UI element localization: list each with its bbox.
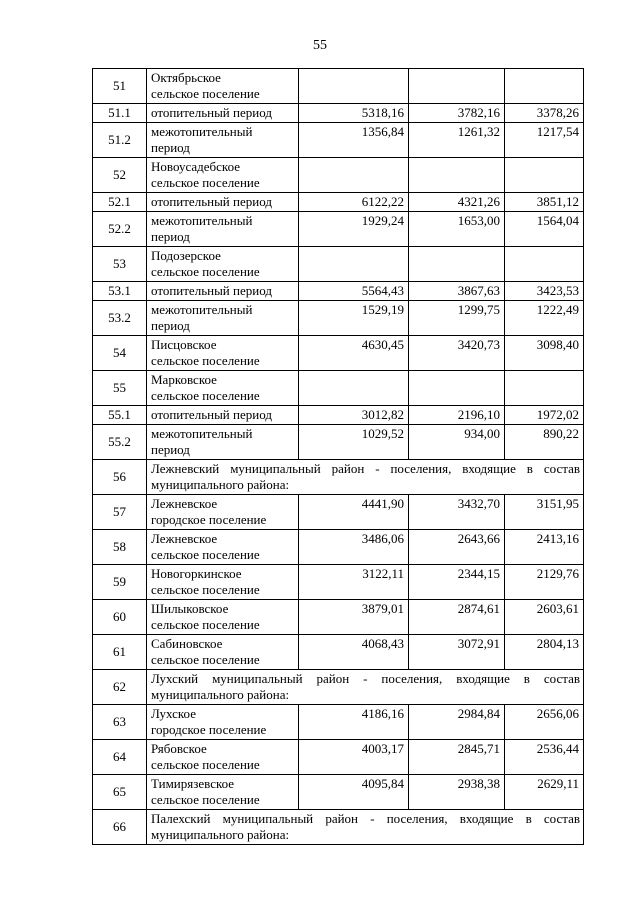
value-cell: 4630,45: [299, 336, 409, 371]
value-cell: [409, 158, 505, 193]
value-cell: 1564,04: [505, 212, 584, 247]
settlement-name-cell: Лухское городское поселение: [147, 705, 299, 740]
table-row: [93, 371, 584, 406]
settlement-name-cell: Тимирязевское сельское поселение: [147, 775, 299, 810]
value-cell: [505, 247, 584, 282]
value-cell: 2629,11: [505, 775, 584, 810]
table-row: [93, 460, 584, 495]
settlement-name-cell: Шилыковское сельское поселение: [147, 600, 299, 635]
value-cell: 3378,26: [505, 104, 584, 123]
row-number-cell: 51.1: [93, 104, 147, 123]
row-number-cell: 61: [93, 635, 147, 670]
value-cell: 2536,44: [505, 740, 584, 775]
table-row: [93, 158, 584, 193]
settlement-name-cell: Новоусадебское сельское поселение: [147, 158, 299, 193]
value-cell: 890,22: [505, 425, 584, 460]
value-cell: 2845,71: [409, 740, 505, 775]
settlement-name-cell: Октябрьское сельское поселение: [147, 69, 299, 104]
value-cell: 934,00: [409, 425, 505, 460]
value-cell: 3098,40: [505, 336, 584, 371]
table-row: [93, 247, 584, 282]
row-number-cell: 62: [93, 670, 147, 705]
row-number-cell: 63: [93, 705, 147, 740]
row-number-cell: 52.1: [93, 193, 147, 212]
row-number-cell: 64: [93, 740, 147, 775]
value-cell: 2603,61: [505, 600, 584, 635]
settlement-name-cell: Писцовское сельское поселение: [147, 336, 299, 371]
value-cell: 1217,54: [505, 123, 584, 158]
row-number-cell: 52.2: [93, 212, 147, 247]
value-cell: [409, 247, 505, 282]
row-number-cell: 57: [93, 495, 147, 530]
row-number-cell: 56: [93, 460, 147, 495]
table-row: [93, 406, 584, 425]
value-cell: [409, 69, 505, 104]
table-row: [93, 123, 584, 158]
value-cell: 2643,66: [409, 530, 505, 565]
value-cell: 2874,61: [409, 600, 505, 635]
value-cell: 3432,70: [409, 495, 505, 530]
table-row: [93, 69, 584, 104]
settlement-name-cell: Подозерское сельское поселение: [147, 247, 299, 282]
value-cell: 1222,49: [505, 301, 584, 336]
value-cell: 4441,90: [299, 495, 409, 530]
value-cell: 3879,01: [299, 600, 409, 635]
row-number-cell: 52: [93, 158, 147, 193]
table-row: [93, 740, 584, 775]
value-cell: 3072,91: [409, 635, 505, 670]
value-cell: [505, 69, 584, 104]
value-cell: 4186,16: [299, 705, 409, 740]
row-number-cell: 58: [93, 530, 147, 565]
settlement-name-cell: Сабиновское сельское поселение: [147, 635, 299, 670]
table-row: [93, 282, 584, 301]
value-cell: 1972,02: [505, 406, 584, 425]
value-cell: 2196,10: [409, 406, 505, 425]
district-heading-cell: Лухский муниципальный район - поселения, входящие в состав муниципального района:: [147, 670, 584, 705]
table-row: [93, 104, 584, 123]
settlement-name-cell: Марковское сельское поселение: [147, 371, 299, 406]
value-cell: 3486,06: [299, 530, 409, 565]
row-number-cell: 54: [93, 336, 147, 371]
value-cell: 3782,16: [409, 104, 505, 123]
value-cell: [299, 247, 409, 282]
table-row: [93, 810, 584, 845]
value-cell: 4003,17: [299, 740, 409, 775]
settlement-name-cell: Лежневское сельское поселение: [147, 530, 299, 565]
row-number-cell: 55: [93, 371, 147, 406]
table-row: [93, 565, 584, 600]
row-number-cell: 65: [93, 775, 147, 810]
value-cell: 2656,06: [505, 705, 584, 740]
value-cell: 2984,84: [409, 705, 505, 740]
value-cell: 3423,53: [505, 282, 584, 301]
table-row: [93, 775, 584, 810]
table-row: [93, 193, 584, 212]
table-row: [93, 336, 584, 371]
value-cell: 2938,38: [409, 775, 505, 810]
page-number: 55: [313, 38, 327, 53]
settlement-name-cell: межотопительный период: [147, 123, 299, 158]
row-number-cell: 60: [93, 600, 147, 635]
settlement-name-cell: Новогоркинское сельское поселение: [147, 565, 299, 600]
district-heading-cell: Палехский муниципальный район - поселения, входящие в состав муниципального района:: [147, 810, 584, 845]
row-number-cell: 51.2: [93, 123, 147, 158]
value-cell: 2804,13: [505, 635, 584, 670]
value-cell: 3151,95: [505, 495, 584, 530]
settlement-name-cell: Рябовское сельское поселение: [147, 740, 299, 775]
settlement-name-cell: отопительный период: [147, 406, 299, 425]
value-cell: 3122,11: [299, 565, 409, 600]
row-number-cell: 55.1: [93, 406, 147, 425]
value-cell: 1529,19: [299, 301, 409, 336]
table-row: [93, 600, 584, 635]
value-cell: 5564,43: [299, 282, 409, 301]
table-row: [93, 705, 584, 740]
row-number-cell: 66: [93, 810, 147, 845]
value-cell: 3420,73: [409, 336, 505, 371]
settlement-name-cell: отопительный период: [147, 193, 299, 212]
value-cell: 6122,22: [299, 193, 409, 212]
value-cell: 2129,76: [505, 565, 584, 600]
table-row: [93, 495, 584, 530]
settlement-name-cell: межотопительный период: [147, 301, 299, 336]
value-cell: [299, 69, 409, 104]
table-row: [93, 530, 584, 565]
value-cell: 1653,00: [409, 212, 505, 247]
value-cell: [505, 158, 584, 193]
value-cell: 4068,43: [299, 635, 409, 670]
row-number-cell: 53: [93, 247, 147, 282]
row-number-cell: 51: [93, 69, 147, 104]
value-cell: [409, 371, 505, 406]
table-row: [93, 425, 584, 460]
table-row: [93, 301, 584, 336]
value-cell: 1261,32: [409, 123, 505, 158]
value-cell: 4095,84: [299, 775, 409, 810]
row-number-cell: 53.1: [93, 282, 147, 301]
value-cell: 3851,12: [505, 193, 584, 212]
value-cell: 3012,82: [299, 406, 409, 425]
value-cell: 1299,75: [409, 301, 505, 336]
value-cell: 1356,84: [299, 123, 409, 158]
tariff-table: [92, 68, 584, 845]
table-row: [93, 670, 584, 705]
value-cell: 2413,16: [505, 530, 584, 565]
value-cell: 4321,26: [409, 193, 505, 212]
settlement-name-cell: межотопительный период: [147, 212, 299, 247]
value-cell: 5318,16: [299, 104, 409, 123]
settlement-name-cell: отопительный период: [147, 282, 299, 301]
settlement-name-cell: отопительный период: [147, 104, 299, 123]
table-row: [93, 212, 584, 247]
district-heading-cell: Лежневский муниципальный район - поселения, входящие в состав муниципального района:: [147, 460, 584, 495]
row-number-cell: 59: [93, 565, 147, 600]
row-number-cell: 53.2: [93, 301, 147, 336]
value-cell: 1929,24: [299, 212, 409, 247]
value-cell: 3867,63: [409, 282, 505, 301]
table-row: [93, 635, 584, 670]
value-cell: [505, 371, 584, 406]
value-cell: 1029,52: [299, 425, 409, 460]
settlement-name-cell: Лежневское городское поселение: [147, 495, 299, 530]
row-number-cell: 55.2: [93, 425, 147, 460]
value-cell: 2344,15: [409, 565, 505, 600]
settlement-name-cell: межотопительный период: [147, 425, 299, 460]
value-cell: [299, 158, 409, 193]
value-cell: [299, 371, 409, 406]
